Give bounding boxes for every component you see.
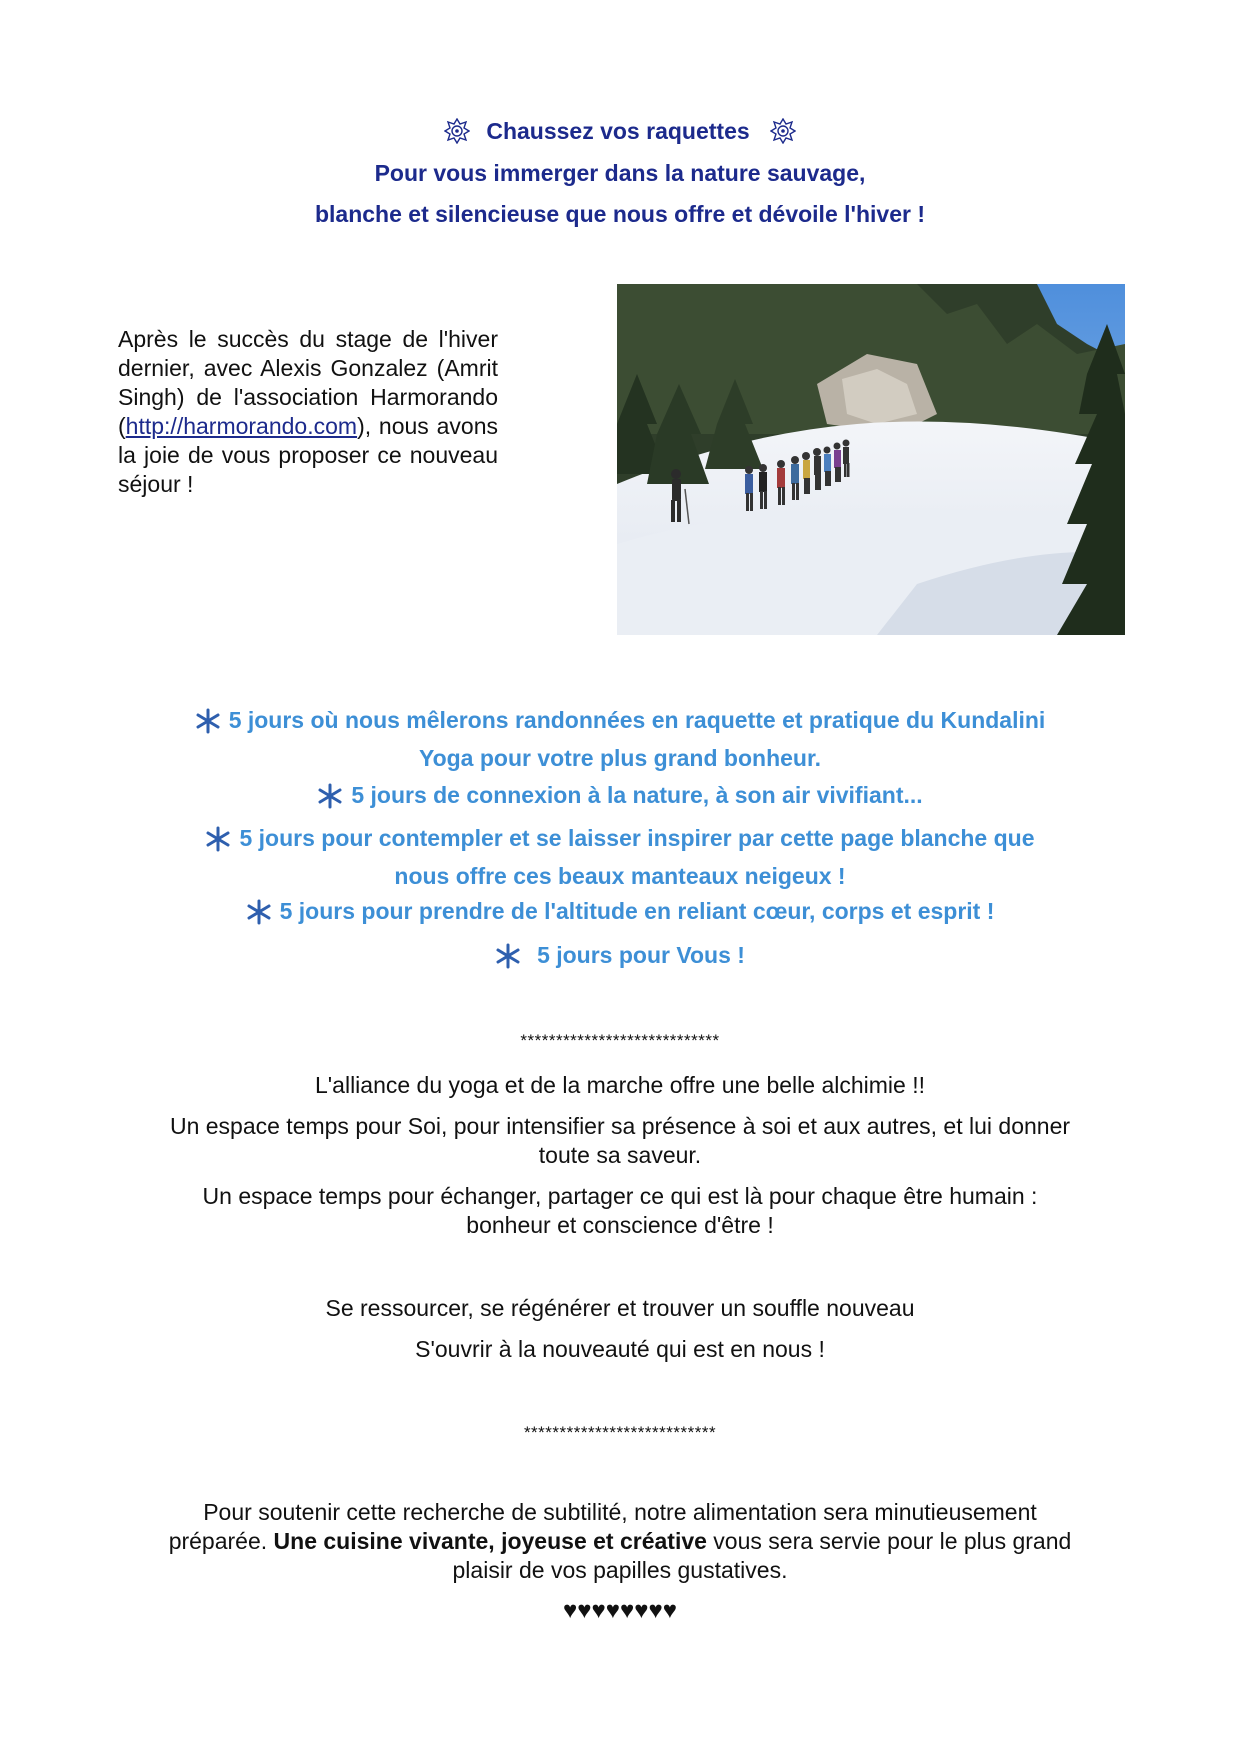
bullet-item-1-line2: Yoga pour votre plus grand bonheur. <box>418 745 822 771</box>
bullet-item-3: 5 jours pour contempler et se laisser inspirer par cette page blanche que nous offre ces beaux manteaux neigeux ! <box>0 822 1240 892</box>
page-title <box>0 118 1240 150</box>
title-text: Chaussez vos raquettes <box>486 118 750 144</box>
paragraph-espace-echanger: Un espace temps pour échanger, partager ce qui est là pour chaque être humain : bonheur et conscience d'être ! <box>202 1183 1038 1238</box>
separator-stars: *************************** <box>523 1423 717 1442</box>
bullet-item-4: 5 jours pour prendre de l'altitude en reliant cœur, corps et esprit ! <box>0 895 1240 933</box>
asterisk-snowflake-icon <box>246 899 272 933</box>
asterisk-snowflake-icon <box>205 826 231 860</box>
intro-paragraph: Après le succès du stage de l'hiver dernier, avec Alexis Gonzalez (Amrit Singh) de l'association Harmorando (http://harmorando.com), nous avons la joie de vous proposer ce nouveau séjour ! <box>118 326 498 497</box>
paragraph-nouveaute: S'ouvrir à la nouveauté qui est en nous ! <box>415 1336 825 1362</box>
harmorando-link[interactable]: http://harmorando.com <box>125 413 358 439</box>
bullet-item-2: 5 jours de connexion à la nature, à son air vivifiant... <box>0 779 1240 817</box>
snowshoe-hikers-photo <box>617 284 1125 635</box>
paragraph-espace-soi: Un espace temps pour Soi, pour intensifier sa présence à soi et aux autres, et lui donner toute sa saveur. <box>169 1113 1071 1168</box>
asterisk-snowflake-icon <box>317 783 343 817</box>
bullet-item-5: 5 jours pour Vous ! <box>0 939 1240 977</box>
subtitle-line-2: blanche et silencieuse que nous offre et dévoile l'hiver ! <box>314 201 926 227</box>
asterisk-snowflake-icon <box>495 943 521 977</box>
hearts-decoration: ♥♥♥♥♥♥♥♥ <box>563 1597 677 1624</box>
ornament-star-icon <box>770 118 796 150</box>
bullet-item-3-line2: nous offre ces beaux manteaux neigeux ! <box>394 863 846 889</box>
paragraph-alliance: L'alliance du yoga et de la marche offre une belle alchimie !! <box>314 1072 925 1098</box>
ornament-star-icon <box>444 118 470 150</box>
paragraph-ressourcer: Se ressourcer, se régénérer et trouver un souffle nouveau <box>325 1295 915 1321</box>
asterisk-snowflake-icon <box>195 708 221 742</box>
paragraph-cuisine: Pour soutenir cette recherche de subtilité, notre alimentation sera minutieusement préparée. Une cuisine vivante, joyeuse et créative vous sera servie pour le plus grand plaisir de vos papilles gustatives. <box>168 1499 1072 1583</box>
bullet-item-1: 5 jours où nous mêlerons randonnées en raquette et pratique du Kundalini Yoga pour votre plus grand bonheur. <box>0 704 1240 774</box>
subtitle-line-1: Pour vous immerger dans la nature sauvage, <box>374 160 866 186</box>
separator-stars: **************************** <box>520 1031 720 1050</box>
